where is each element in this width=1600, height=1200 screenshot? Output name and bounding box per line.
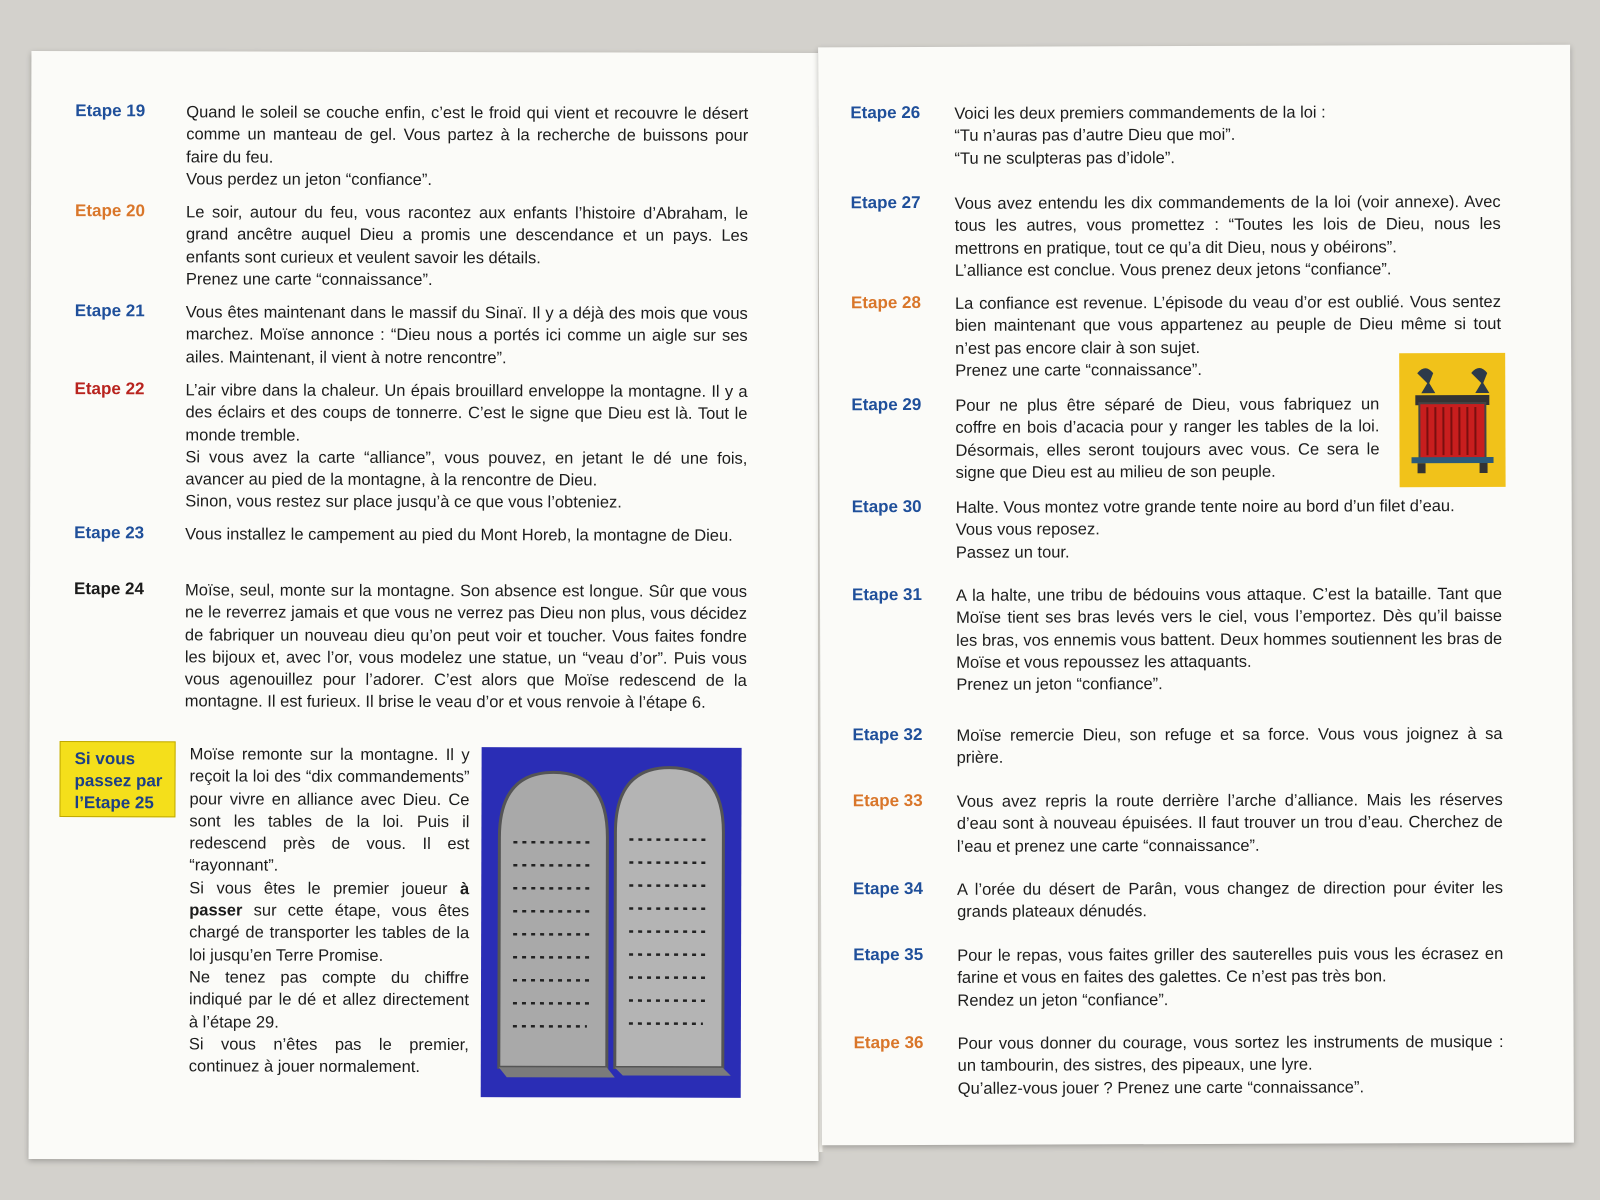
- tablets-icon: [481, 747, 742, 1098]
- step-line: Vous installez le campement au pied du Mont Horeb, la montagne de Dieu.: [185, 525, 733, 545]
- step-label: Etape 27: [850, 192, 921, 213]
- step-text: [186, 201, 748, 292]
- step-line: A la halte, une tribu de bédouins vous attaque. C’est la bataille. Tant que Moïse tient ses bras levés vers le ciel, vous l’emportez. Dès qu’il baisse les bras, vos ennemis vous battent. Deux hommes soutiennent les bras de Moïse et vous repoussez les attaquants.: [955, 584, 1503, 672]
- step-label: Etape 23: [74, 523, 145, 543]
- step-label: Etape 34: [852, 878, 923, 899]
- step-25-paragraph: Moïse remonte sur la montagne. Il y reçoit la loi des “dix commandements” pour vivre en alliance avec Dieu. Ce sont les tables de la loi. Puis il redescend près de vous. Il est “rayonnant”.: [189, 745, 470, 876]
- step-line: A l’orée du désert de Parân, vous changez de direction pour éviter les grands plateaux dénudés.: [956, 878, 1504, 922]
- step-line: Prenez une carte “connaissance”.: [185, 270, 433, 289]
- step-label: Etape 22: [74, 379, 145, 399]
- step-text: [956, 723, 1502, 769]
- step-line: Pour ne plus être séparé de Dieu, vous fabriquez un coffre en bois d’acacia pour y ranger les tables de la loi. Désormais, elles seront toujours avec vous. Ce sera le signe que Dieu est au milieu de son peuple.: [955, 395, 1380, 482]
- step-line: Vous avez repris la route derrière l’arche d’alliance. Mais les réserves d’eau sont à nouveau épuisées. Il faut trouver un trou d’eau. Cherchez de l’eau et prenez une carte “connaissance”.: [956, 790, 1503, 856]
- step-label: Etape 20: [75, 201, 145, 221]
- step-text: [186, 101, 748, 192]
- text-run: sur cette étape, vous êtes chargé de transporter les tables de la loi jusqu’en Terre Promise.: [189, 901, 470, 965]
- step-text: [958, 1031, 1504, 1100]
- step-line: Halte. Vous montez votre grande tente noire au bord d’un filet d’eau.: [955, 497, 1455, 517]
- step-line: Pour vous donner du courage, vous sortez les instruments de musique : un tambourin, des sistres, des pipeaux, une lyre.: [957, 1032, 1504, 1076]
- emphasis: à passer: [189, 879, 470, 920]
- step-25-text: [189, 743, 470, 1078]
- step-line: Moïse remercie Dieu, son refuge et sa force. Vous vous joignez à sa prière.: [956, 724, 1503, 768]
- step-line: Pour le repas, vous faites griller des sauterelles puis vous les écrasez en farine et vous en faites des galettes. Ce n’est pas très bon.: [957, 944, 1504, 988]
- right-page: [818, 45, 1574, 1146]
- step-line: Prenez un jeton “confiance”.: [956, 675, 1163, 695]
- step-text: [185, 379, 747, 514]
- left-page: [29, 51, 822, 1161]
- step-label: Etape 33: [852, 790, 923, 811]
- step-text: [957, 943, 1503, 1012]
- step-text: [957, 789, 1503, 858]
- step-label: Etape 24: [74, 579, 145, 599]
- step-line: Quand le soleil se couche enfin, c’est le froid qui vient et recouvre le désert comme un manteau de gel. Vous partez à la recherche de buissons pour faire du feu.: [186, 103, 749, 167]
- step-line: L’air vibre dans la chaleur. Un épais brouillard enveloppe la montagne. Il y a des éclairs et des coups de tonnerre. C’est le signe que Dieu est là. Tout le monde tremble.: [185, 381, 748, 445]
- step-line: Prenez une carte “connaissance”.: [955, 360, 1202, 380]
- step-line: Qu’allez-vous jouer ? Prenez une carte “connaissance”.: [957, 1078, 1365, 1098]
- step-line: Voici les deux premiers commandements de la loi :: [954, 103, 1326, 123]
- step-text: [954, 101, 1500, 170]
- step-text: [955, 393, 1379, 484]
- ark-icon: [1399, 353, 1505, 487]
- step-label: Etape 30: [851, 496, 922, 517]
- step-25-callout: Si vous passez par l’Etape 25: [59, 741, 175, 817]
- step-line: Rendez un jeton “confiance”.: [957, 990, 1169, 1010]
- step-25-paragraph: Si vous n’êtes pas le premier, continuez à jouer normalement.: [188, 1035, 469, 1077]
- ark-of-covenant-illustration: [1399, 353, 1505, 487]
- step-25-paragraph: [189, 877, 469, 967]
- step-label: Etape 26: [850, 102, 921, 123]
- step-text: [956, 495, 1502, 564]
- tablets-of-law-illustration: [481, 747, 742, 1098]
- step-line: La confiance est revenue. L’épisode du veau d’or est oublié. Vous sentez bien maintenant que vous appartenez au peuple de Dieu même si tout n’est pas encore clair à son sujet.: [954, 292, 1502, 358]
- step-line: “Tu ne sculpteras pas d’idole”.: [954, 148, 1175, 168]
- step-line: “Tu n’auras pas d’autre Dieu que moi”.: [954, 126, 1236, 146]
- step-label: Etape 35: [853, 944, 924, 965]
- step-label: Etape 32: [852, 724, 923, 745]
- step-text: [957, 877, 1503, 923]
- step-label: Etape 31: [851, 584, 922, 605]
- step-label: Etape 21: [74, 301, 145, 321]
- step-text: [956, 583, 1502, 696]
- step-label: Etape 36: [853, 1032, 924, 1053]
- step-line: Vous avez entendu les dix commandements de la loi (voir annexe). Avec tous les autres, vous promettez : “Toutes les lois de Dieu, nous les mettrons en pratique, tout ce qu’a dit Dieu, nous y obéirons”.: [954, 192, 1501, 258]
- step-line: Vous perdez un jeton “confiance”.: [186, 170, 432, 189]
- step-label: Etape 29: [851, 394, 922, 415]
- step-line: Si vous avez la carte “alliance”, vous pouvez, en jetant le dé une fois, avancer au pied de la montagne, à la rencontre de Dieu.: [185, 448, 748, 490]
- step-line: Sinon, vous restez sur place jusqu’à ce que vous l’obteniez.: [185, 492, 622, 512]
- step-line: Le soir, autour du feu, vous racontez aux enfants l’histoire d’Abraham, le grand ancêtre auquel Dieu a promis une descendance et un pays. Les enfants sont curieux et veulent savoir les détails.: [185, 203, 749, 267]
- step-line: Vous êtes maintenant dans le massif du Sinaï. Il y a déjà des mois que vous marchez. Moïse annonce : “Dieu nous a portés ici comme un aigle sur ses ailes. Maintenant, il vient à notre rencontre”.: [185, 303, 748, 367]
- text-run: Si vous êtes le premier joueur: [189, 879, 461, 898]
- step-text: [186, 301, 748, 369]
- step-text: [955, 191, 1501, 282]
- step-line: Moïse, seul, monte sur la montagne. Son absence est longue. Sûr que vous ne le reverrez jamais et que vous ne verrez pas Dieu non plus, vous décidez de fabriquer un nouveau dieu qu’on peut voir et toucher. Vous faites fondre les bijoux et, avec l’or, vous modelez une statue, un “veau d’or”. Puis vous vous agenouillez pour l’adorer. C’est alors que Moïse redescend de la montagne. Il est furieux. Il brise le veau d’or et vous renvoie à l’étape 6.: [184, 581, 748, 713]
- step-line: L’alliance est conclue. Vous prenez deux jetons “confiance”.: [954, 260, 1392, 280]
- step-label: Etape 28: [850, 292, 921, 313]
- step-text: [185, 579, 747, 714]
- step-line: Vous vous reposez.: [955, 520, 1100, 540]
- step-line: Passez un tour.: [955, 543, 1070, 562]
- step-text: [185, 523, 747, 547]
- step-label: Etape 19: [75, 101, 146, 121]
- step-25-paragraph: Ne tenez pas compte du chiffre indiqué par le dé et allez directement à l’étape 29.: [188, 968, 470, 1032]
